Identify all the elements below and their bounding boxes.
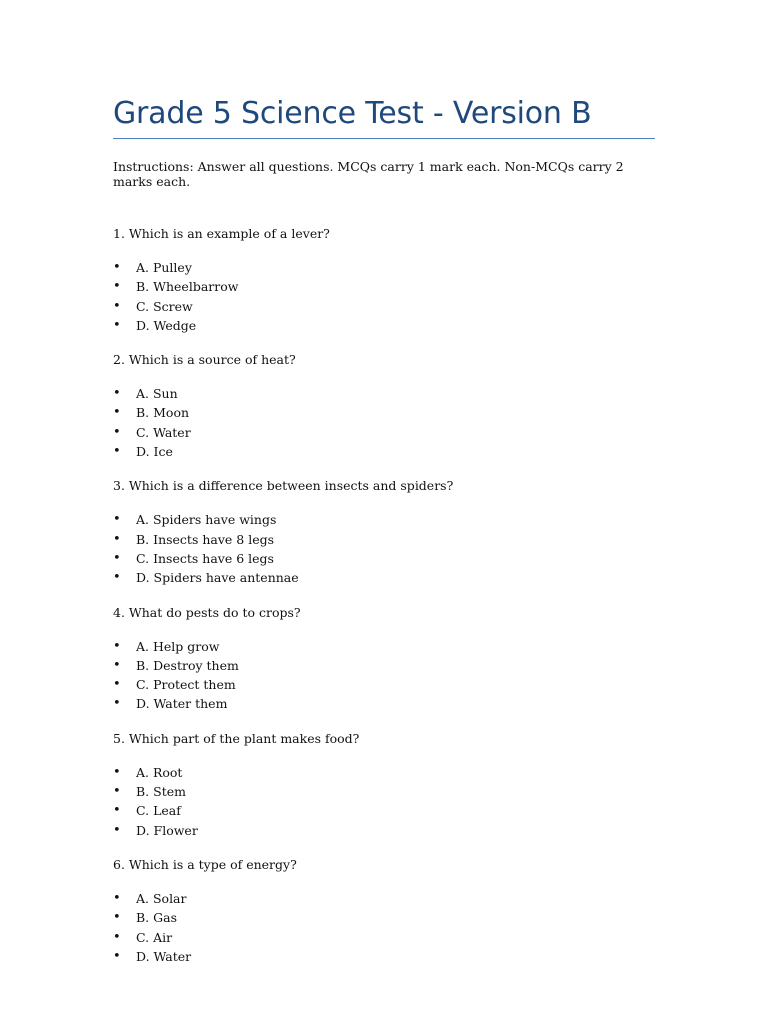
option-item [113, 530, 655, 549]
bullet-icon: • [113, 890, 121, 906]
option-item [113, 675, 655, 694]
option-item [113, 782, 655, 801]
option-label: C. Water [136, 424, 191, 440]
bullet-icon: • [113, 279, 121, 295]
question-text: 3. Which is a difference between insects and spiders? [113, 478, 454, 494]
option-label: B. Gas [136, 910, 177, 926]
bullet-icon: • [113, 910, 121, 926]
option-item [113, 694, 655, 713]
bullet-icon: • [113, 696, 121, 712]
question-block [113, 857, 655, 966]
option-label: A. Help grow [136, 638, 220, 654]
bullet-icon: • [113, 386, 121, 402]
option-item [113, 821, 655, 840]
question-block [113, 478, 655, 587]
bullet-icon: • [113, 657, 121, 673]
option-list [113, 510, 655, 587]
question-block [113, 352, 655, 461]
bullet-icon: • [113, 570, 121, 586]
bullet-icon: • [113, 677, 121, 693]
option-item [113, 763, 655, 782]
option-item [113, 568, 655, 587]
option-list [113, 384, 655, 461]
option-list [113, 258, 655, 335]
question-list [113, 226, 655, 966]
option-label: C. Insects have 6 legs [136, 550, 274, 566]
option-label: A. Root [136, 764, 183, 780]
option-item [113, 316, 655, 335]
question-text: 6. Which is a type of energy? [113, 856, 297, 872]
option-item [113, 403, 655, 422]
bullet-icon: • [113, 764, 121, 780]
option-label: A. Solar [136, 890, 187, 906]
bullet-icon: • [113, 638, 121, 654]
option-item [113, 947, 655, 966]
option-item [113, 801, 655, 820]
option-label: C. Protect them [136, 677, 236, 693]
option-label: A. Sun [136, 386, 178, 402]
bullet-icon: • [113, 444, 121, 460]
option-item [113, 258, 655, 277]
option-item [113, 908, 655, 927]
option-label: D. Flower [136, 822, 198, 838]
document-page [113, 92, 655, 966]
option-label: A. Pulley [136, 260, 192, 275]
option-label: B. Insects have 8 legs [136, 531, 275, 547]
option-label: D. Water [136, 948, 192, 964]
bullet-icon: • [113, 424, 121, 440]
option-item [113, 510, 655, 529]
option-item [113, 549, 655, 568]
bullet-icon: • [113, 512, 121, 528]
bullet-icon: • [113, 298, 121, 314]
option-label: B. Moon [136, 405, 190, 421]
page-title: Grade 5 Science Test - Version B [113, 92, 655, 139]
option-label: B. Destroy them [136, 657, 239, 673]
option-label: D. Water them [136, 696, 228, 712]
option-label: C. Leaf [136, 803, 181, 819]
option-label: B. Stem [136, 784, 186, 800]
question-text: 5. Which part of the plant makes food? [113, 730, 360, 746]
bullet-icon: • [113, 929, 121, 945]
option-label: D. Ice [136, 444, 173, 460]
bullet-icon: • [113, 531, 121, 547]
question-block [113, 605, 655, 714]
option-label: C. Screw [136, 298, 193, 314]
option-list [113, 763, 655, 840]
option-label: B. Wheelbarrow [136, 279, 239, 295]
bullet-icon: • [113, 260, 121, 275]
option-label: D. Spiders have antennae [136, 570, 299, 586]
option-item [113, 277, 655, 296]
option-label: A. Spiders have wings [136, 512, 277, 528]
option-item [113, 928, 655, 947]
bullet-icon: • [113, 317, 121, 333]
bullet-icon: • [113, 405, 121, 421]
question-text: 2. Which is a source of heat? [113, 352, 296, 368]
bullet-icon: • [113, 948, 121, 964]
bullet-icon: • [113, 550, 121, 566]
bullet-icon: • [113, 803, 121, 819]
question-block [113, 731, 655, 840]
option-item [113, 637, 655, 656]
question-text: 1. Which is an example of a lever? [113, 226, 330, 241]
option-item [113, 889, 655, 908]
option-item [113, 423, 655, 442]
option-item [113, 656, 655, 675]
question-block [113, 226, 655, 335]
option-item [113, 297, 655, 316]
bullet-icon: • [113, 822, 121, 838]
instructions-text: Instructions: Answer all questions. MCQs carry 1 mark each. Non-MCQs carry 2 marks each. [113, 159, 624, 189]
question-text: 4. What do pests do to crops? [113, 604, 301, 620]
option-item [113, 442, 655, 461]
option-list [113, 637, 655, 714]
option-label: C. Air [136, 929, 173, 945]
bullet-icon: • [113, 784, 121, 800]
option-item [113, 384, 655, 403]
option-label: D. Wedge [136, 317, 197, 333]
option-list [113, 889, 655, 966]
